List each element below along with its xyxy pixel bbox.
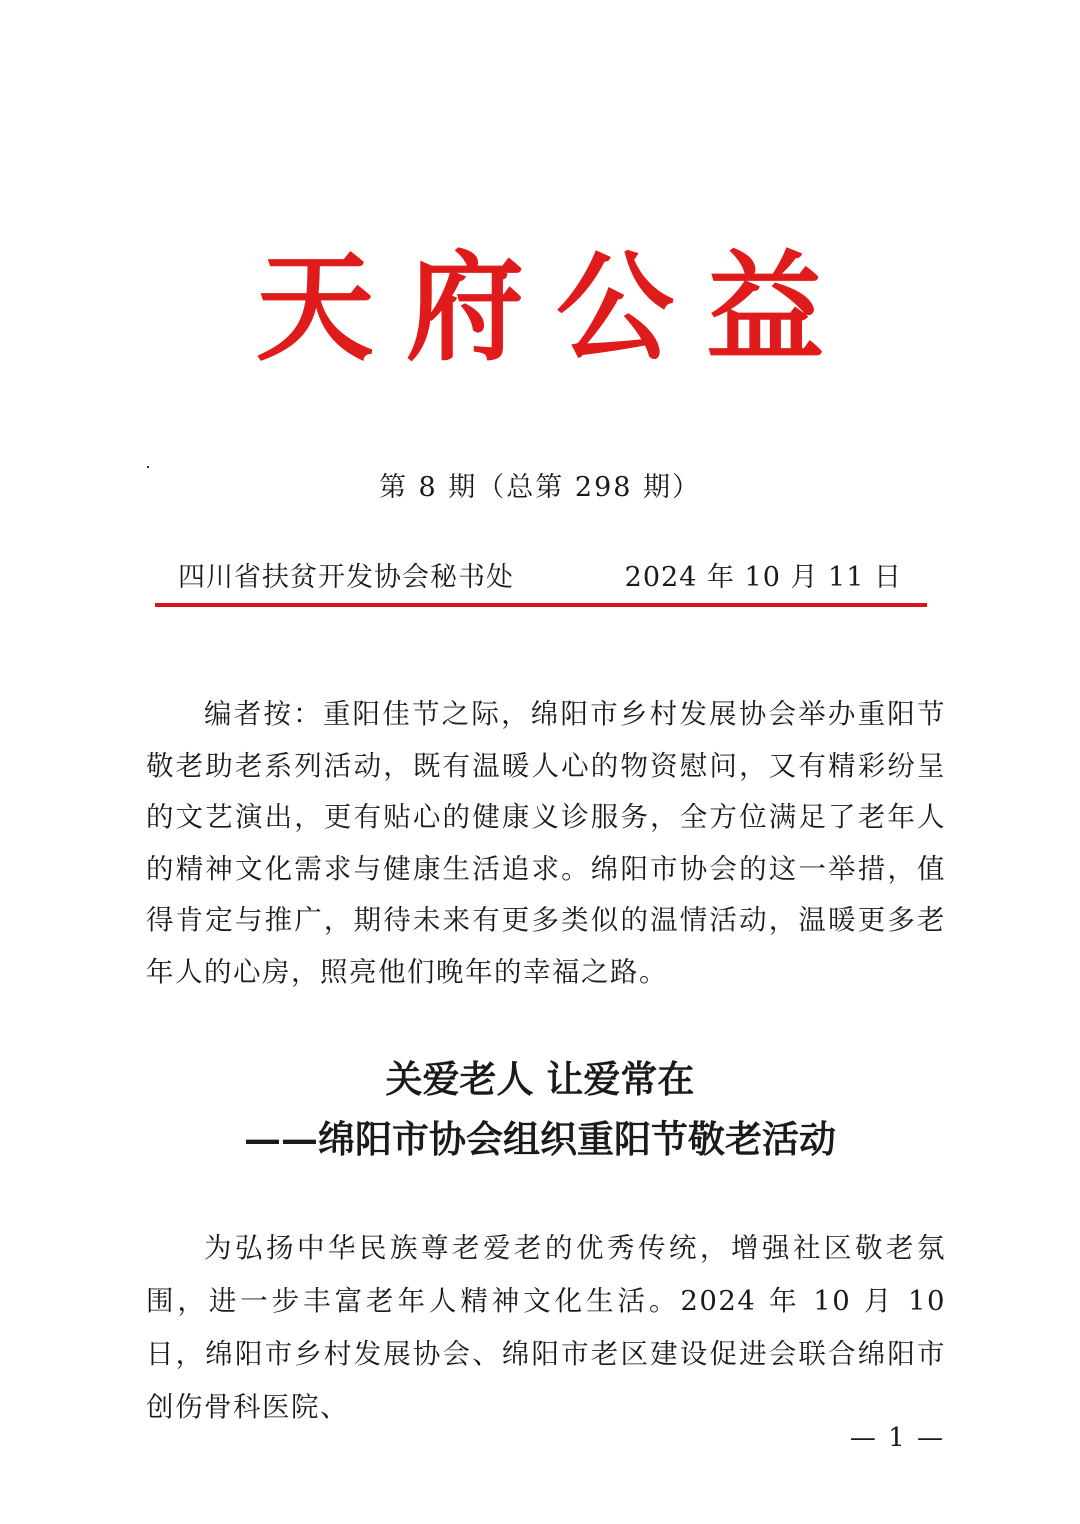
issue-number: 第 8 期（总第 298 期） (378, 472, 702, 503)
editor-note: 编者按：重阳佳节之际，绵阳市乡村发展协会举办重阳节敬老助老系列活动，既有温暖人心的物资慰问，又有精彩纷呈的文艺演出，更有贴心的健康义诊服务，全方位满足了老年人的精神文化需求与健康生活追求。绵阳市协会的这一举措，值得肯定与推广，期待未来有更多类似的温情活动，温暖更多老年人的心房，照亮他们晚年的幸福之路。 (146, 698, 946, 988)
issue-date: 2024 年 10 月 11 日 (624, 562, 902, 593)
article-subtitle: ——绵阳市协会组织重阳节敬老活动 (244, 1117, 836, 1161)
article-body-paragraph: 为弘扬中华民族尊老爱老的优秀传统，增强社区敬老氛围，进一步丰富老年人精神文化生活。2024 年 10 月 10 日，绵阳市乡村发展协会、绵阳市老区建设促进会联合绵阳市创伤骨科医院、 (146, 1232, 946, 1423)
issuer-name: 四川省扶贫开发协会秘书处 (178, 562, 514, 593)
article-title: 关爱老人 让爱常在 (385, 1057, 695, 1101)
page-number: — 1 — (849, 1423, 945, 1453)
masthead-title: 天府公益 (255, 238, 856, 377)
red-divider-rule (155, 603, 927, 607)
